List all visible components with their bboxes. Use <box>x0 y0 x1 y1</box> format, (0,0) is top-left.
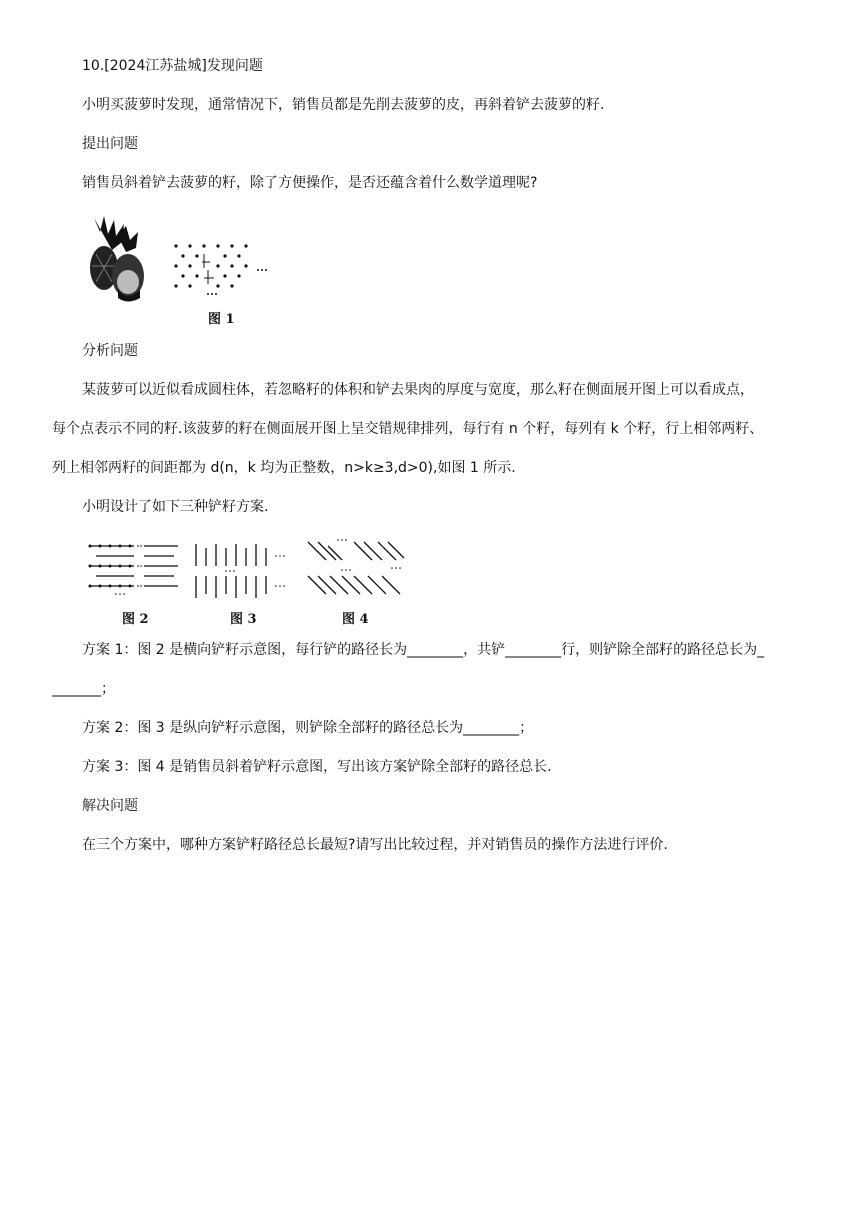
figure-2-drawing <box>90 546 178 586</box>
paragraph-analyze-line-3: 列上相邻两籽的间距都为 d(n，k 均为正整数，n>k≥3,d>0),如图 1 所示. <box>52 460 516 476</box>
paragraph-analyze-line-1: 某菠萝可以近似看成圆柱体，若忽略籽的体积和铲去果肉的厚度与宽度，那么籽在侧面展开图上可以看成点， <box>82 382 754 398</box>
paragraph-raise-question: 销售员斜着铲去菠萝的籽，除了方便操作，是否还蕴含着什么数学道理呢? <box>82 175 538 191</box>
paragraph-solve: 在三个方案中，哪种方案铲籽路径总长最短?请写出比较过程，并对销售员的操作方法进行评价. <box>82 837 668 853</box>
plan-3: 方案 3：图 4 是销售员斜着铲籽示意图，写出该方案铲除全部籽的路径总长. <box>82 759 552 775</box>
paragraph-discover: 小明买菠萝时发现，通常情况下，销售员都是先削去菠萝的皮，再斜着铲去菠萝的籽. <box>82 97 605 113</box>
heading-solve: 解决问题 <box>82 798 138 814</box>
heading-analyze: 分析问题 <box>82 343 138 359</box>
figure-2-caption: 图 2 <box>122 612 149 627</box>
figure-3-drawing <box>196 544 266 598</box>
pineapple-image <box>90 216 144 302</box>
plan-1-line-1: 方案 1：图 2 是横向铲籽示意图，每行铲的路径长为________，共铲________行，则铲除全部籽的路径总长为_ <box>82 642 765 658</box>
figure-4-drawing <box>308 542 404 594</box>
figure-1-drawing <box>82 210 282 305</box>
figures-2-3-4-drawing <box>86 536 416 604</box>
figure-4-caption: 图 4 <box>342 612 369 627</box>
spacing-marks <box>202 254 214 284</box>
plan-2: 方案 2：图 3 是纵向铲籽示意图，则铲除全部籽的路径总长为________； <box>82 720 534 736</box>
figure-1-caption: 图 1 <box>208 312 235 327</box>
figure-1 <box>82 210 282 327</box>
plan-1-line-2: _______； <box>52 681 115 697</box>
heading-raise-question: 提出问题 <box>82 136 138 152</box>
problem-title: 10.[2024江苏盐城]发现问题 <box>82 58 263 74</box>
paragraph-plans-intro: 小明设计了如下三种铲籽方案. <box>82 499 269 515</box>
paragraph-analyze-line-2: 每个点表示不同的籽.该菠萝的籽在侧面展开图上呈交错规律排列，每行有 n 个籽，每列有 k 个籽，行上相邻两籽、 <box>52 421 764 437</box>
figure-3-caption: 图 3 <box>230 612 257 627</box>
figures-2-3-4 <box>86 536 416 627</box>
seed-lattice <box>174 244 267 295</box>
